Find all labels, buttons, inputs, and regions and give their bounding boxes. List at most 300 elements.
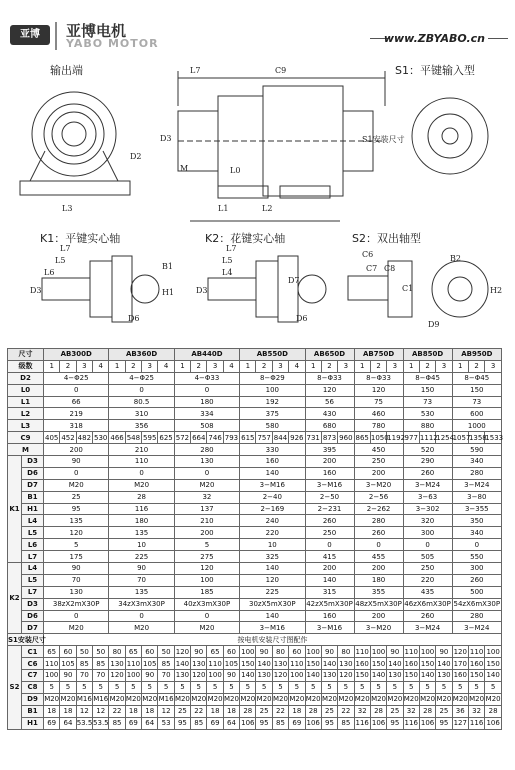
value-cell: 2−169 — [240, 503, 305, 515]
value-cell: 56 — [305, 396, 354, 408]
value-cell: 960 — [339, 433, 353, 442]
value-cell: 520 — [403, 444, 452, 456]
value-cell: 64 — [142, 717, 158, 729]
value-cell: 185 — [174, 586, 239, 598]
value-cell: M20 — [142, 695, 158, 704]
stage-cell: 2 — [256, 360, 272, 372]
value-cell: 18 — [289, 705, 305, 717]
value-cell: M20 — [174, 695, 190, 704]
value-cell: 38zX2mX30P — [44, 598, 109, 610]
k2-dim-d7: D7 — [288, 276, 300, 285]
value-cell: 22 — [338, 705, 354, 717]
common-row-l1 — [8, 396, 502, 408]
value-cell: 110 — [44, 659, 59, 668]
value-cell: 260 — [354, 527, 403, 539]
value-cell: 130 — [339, 659, 353, 668]
k1-row-b1 — [8, 491, 502, 503]
value-cell: 95 — [436, 717, 452, 729]
value-cell: 356 — [109, 420, 174, 432]
value-cell: 130 — [110, 659, 124, 668]
value-cell: 106 — [371, 719, 386, 728]
value-cell: 110 — [355, 647, 369, 656]
value-cell: 18 — [125, 705, 141, 717]
value-cell: 100 — [240, 384, 305, 396]
value-cell: 1000 — [452, 420, 501, 432]
value-cell: 5 — [158, 681, 174, 693]
value-cell: 18 — [142, 705, 158, 717]
value-cell: 60 — [223, 646, 239, 658]
value-cell: 95 — [256, 717, 272, 729]
value-cell: 100 — [420, 647, 435, 656]
value-cell: 746 — [208, 433, 222, 442]
value-cell: 334 — [174, 408, 239, 420]
value-cell: 85 — [76, 658, 92, 670]
stage-cell: 2 — [60, 360, 76, 372]
k2-dim-d6: D6 — [296, 314, 308, 323]
model-ab300d: AB300D — [44, 349, 109, 361]
value-cell: 3−355 — [452, 503, 501, 515]
value-cell: 844 — [273, 433, 288, 442]
common-row-l0 — [8, 384, 502, 396]
value-cell: 275 — [174, 551, 239, 563]
value-cell: 160 — [240, 456, 305, 468]
value-cell: 105 — [224, 659, 239, 668]
value-cell: 10 — [240, 539, 305, 551]
value-cell: M20 — [420, 695, 436, 704]
k1-title: K1：平键实心轴 — [40, 232, 121, 245]
value-cell: 250 — [403, 563, 452, 575]
value-cell: 355 — [354, 586, 403, 598]
value-cell: 926 — [290, 433, 304, 442]
model-ab750d: AB750D — [354, 349, 403, 361]
value-cell: 25 — [44, 491, 109, 503]
value-cell: 5 — [452, 681, 468, 693]
value-cell: 220 — [240, 527, 305, 539]
value-cell: 280 — [354, 515, 403, 527]
value-cell: 80 — [109, 646, 125, 658]
s1-size-note: S1安装尺寸 — [362, 135, 405, 144]
k2-row-d3 — [8, 598, 502, 610]
common-row-l3 — [8, 420, 502, 432]
value-cell: 140 — [305, 574, 354, 586]
k2-group-label: K2 — [8, 563, 22, 634]
value-cell: 280 — [174, 444, 239, 456]
k2-row-d6 — [8, 610, 502, 622]
value-cell: 3−M24 — [452, 479, 501, 491]
value-cell: 0 — [452, 539, 501, 551]
value-cell: 175 — [44, 551, 109, 563]
row-label: L6 — [22, 539, 44, 551]
value-cell: 5 — [44, 539, 109, 551]
value-cell: 150 — [420, 659, 435, 668]
s2-dim-c8: C8 — [384, 264, 396, 273]
value-cell: 200 — [354, 563, 403, 575]
value-cell: 90 — [60, 670, 76, 682]
value-cell: 482 — [77, 433, 92, 442]
value-cell: 135 — [44, 515, 109, 527]
header-divider — [55, 22, 57, 50]
value-cell: 192 — [240, 396, 305, 408]
value-cell: 48zX5mX30P — [355, 600, 402, 609]
value-cell: 90 — [44, 456, 109, 468]
value-cell: 664 — [192, 433, 206, 442]
value-cell: 550 — [452, 551, 501, 563]
value-cell: 32 — [403, 705, 419, 717]
value-cell: 5 — [485, 681, 502, 693]
value-cell: 120 — [339, 671, 353, 680]
value-cell: 5 — [93, 681, 109, 693]
value-cell: 28 — [240, 705, 256, 717]
common-row-m — [8, 444, 502, 456]
value-cell: 590 — [452, 444, 501, 456]
website-link[interactable]: www.ZBYABO.cn — [383, 32, 485, 45]
value-cell: 90 — [191, 646, 207, 658]
value-cell: 460 — [354, 408, 403, 420]
value-cell: 250 — [305, 527, 354, 539]
value-cell: 160 — [305, 610, 354, 622]
value-cell: 200 — [354, 610, 403, 622]
stage-cell: 1 — [354, 360, 370, 372]
value-cell: 600 — [452, 408, 501, 420]
value-cell: 180 — [354, 574, 403, 586]
k1-group-label: K1 — [8, 456, 22, 563]
value-cell: 60 — [289, 646, 305, 658]
value-cell: 5 — [240, 681, 256, 693]
value-cell: 873 — [322, 433, 337, 442]
value-cell: M20 — [109, 622, 174, 634]
value-cell: M20 — [322, 695, 337, 704]
value-cell: 95 — [387, 717, 403, 729]
value-cell: M20 — [485, 695, 501, 704]
value-cell: 90 — [44, 563, 109, 575]
row-label: H1 — [22, 717, 44, 729]
value-cell: 325 — [240, 551, 305, 563]
value-cell: 2−56 — [354, 491, 403, 503]
value-cell: 54zX6mX30P — [453, 600, 501, 609]
value-cell: 315 — [305, 586, 354, 598]
value-cell: 100 — [241, 647, 255, 656]
value-cell: 780 — [354, 420, 403, 432]
value-cell: 466 — [110, 433, 124, 442]
k2-dim-l4: L4 — [222, 268, 233, 277]
value-cell: 0 — [44, 610, 109, 622]
value-cell: 548 — [126, 433, 141, 442]
value-cell: 280 — [452, 610, 501, 622]
value-cell: 90 — [109, 563, 174, 575]
value-cell: 150 — [355, 671, 369, 680]
value-cell: 8−Φ45 — [403, 372, 452, 384]
k2-dim-d3: D3 — [196, 286, 208, 295]
value-cell: 3−80 — [452, 491, 501, 503]
value-cell: 200 — [305, 563, 354, 575]
value-cell: 18 — [44, 705, 60, 717]
k2-row-l4 — [8, 563, 502, 575]
stage-cell: 3 — [485, 360, 502, 372]
value-cell: 130 — [257, 671, 271, 680]
stage-cell: 1 — [109, 360, 125, 372]
value-cell: 95 — [174, 717, 190, 729]
value-cell: 28 — [305, 705, 321, 717]
value-cell: 180 — [109, 515, 174, 527]
value-cell: 5 — [256, 681, 272, 693]
stage-cell: 1 — [174, 360, 190, 372]
stage-cell: 1 — [452, 360, 468, 372]
value-cell: M20 — [60, 695, 76, 704]
value-cell: 30zX5mX30P — [240, 598, 305, 610]
value-cell: 90 — [387, 646, 403, 658]
value-cell: 8−Φ33 — [354, 372, 403, 384]
value-cell: 18 — [207, 705, 223, 717]
technical-drawings — [0, 56, 515, 348]
value-cell: 120 — [44, 527, 109, 539]
value-cell: 105 — [61, 659, 75, 668]
value-cell: M20 — [387, 695, 403, 704]
value-cell: 85 — [338, 717, 354, 729]
value-cell: 1533 — [485, 433, 504, 442]
value-cell: 135 — [109, 586, 174, 598]
value-cell: 90 — [256, 646, 272, 658]
value-cell: 25 — [321, 705, 337, 717]
s2-row-c8 — [8, 681, 502, 693]
value-cell: 2−50 — [305, 491, 354, 503]
k1-shaft-view — [42, 256, 159, 322]
value-cell: 25 — [174, 705, 190, 717]
c9-row — [8, 432, 502, 444]
value-cell: 3−M24 — [452, 622, 501, 634]
s2-row-h1 — [8, 717, 502, 729]
value-cell: 130 — [388, 671, 402, 680]
value-cell: 430 — [305, 408, 354, 420]
value-cell: 3−M16 — [305, 479, 354, 491]
value-cell: 2−40 — [240, 491, 305, 503]
value-cell: 280 — [452, 467, 501, 479]
value-cell: 140 — [257, 659, 271, 668]
value-cell: M20 — [240, 695, 256, 704]
value-cell: 34zX3mX30P — [109, 598, 174, 610]
value-cell: M20 — [223, 695, 239, 704]
value-cell: 160 — [453, 671, 467, 680]
value-cell: 8−Φ33 — [305, 372, 354, 384]
value-cell: 100 — [371, 647, 386, 656]
value-cell: 8−Φ29 — [240, 372, 305, 384]
k1-dim-l7: L7 — [60, 244, 71, 253]
value-cell: M20 — [273, 695, 288, 704]
value-cell: 25 — [436, 705, 452, 717]
k1-dim-b1: B1 — [162, 262, 173, 271]
stage-cell: 4 — [223, 360, 239, 372]
value-cell: 1358 — [468, 433, 487, 442]
dim-l3: L3 — [62, 204, 73, 213]
value-cell: 18 — [60, 705, 76, 717]
value-cell: 260 — [452, 574, 501, 586]
value-cell: 210 — [109, 444, 174, 456]
value-cell: 0 — [354, 539, 403, 551]
value-cell: M20 — [436, 695, 452, 704]
s2-row-c6 — [8, 658, 502, 670]
value-cell: 5 — [109, 681, 125, 693]
value-cell: 220 — [403, 574, 452, 586]
value-cell: 75 — [354, 396, 403, 408]
stage-cell: 3 — [338, 360, 354, 372]
stage-cell: 3 — [76, 360, 92, 372]
value-cell: 130 — [322, 671, 337, 680]
row-label: L7 — [22, 586, 44, 598]
value-cell: 0 — [109, 467, 174, 479]
value-cell: 300 — [452, 563, 501, 575]
value-cell: 318 — [44, 420, 109, 432]
value-cell: 130 — [44, 586, 109, 598]
value-cell: 50 — [158, 646, 174, 658]
k2-shaft-view — [208, 256, 326, 322]
value-cell: 5 — [289, 681, 305, 693]
value-cell: 415 — [305, 551, 354, 563]
value-cell: 530 — [94, 433, 108, 442]
value-cell: 150 — [404, 671, 418, 680]
row-label: D3 — [22, 598, 44, 610]
stage-cell: 2 — [468, 360, 484, 372]
value-cell: 120 — [192, 671, 206, 680]
value-cell: 80 — [338, 646, 354, 658]
s2-title: S2：双出轴型 — [352, 232, 421, 245]
row-label: L4 — [22, 563, 44, 575]
stage-row — [8, 360, 502, 372]
row-label: L5 — [22, 527, 44, 539]
value-cell: 140 — [240, 563, 305, 575]
value-cell: 85 — [272, 717, 288, 729]
value-cell: 5 — [60, 681, 76, 693]
value-cell: 12 — [158, 705, 174, 717]
value-cell: 140 — [175, 659, 190, 668]
value-cell: 140 — [240, 467, 305, 479]
value-cell: 150 — [486, 659, 500, 668]
value-cell: 4−Φ25 — [44, 372, 109, 384]
k2-row-l7 — [8, 586, 502, 598]
value-cell: 160 — [469, 659, 484, 668]
value-cell: M20 — [191, 695, 207, 704]
value-cell: 60 — [142, 646, 158, 658]
value-cell: 508 — [174, 420, 239, 432]
value-cell: 85 — [93, 658, 109, 670]
value-cell: 150 — [306, 659, 320, 668]
value-cell: 120 — [354, 384, 403, 396]
row-label: C9 — [8, 432, 44, 444]
value-cell: 455 — [354, 551, 403, 563]
s2-group-label: S2 — [8, 646, 22, 729]
value-cell: 3−M24 — [403, 479, 452, 491]
row-label: L3 — [8, 420, 44, 432]
value-cell: 69 — [125, 717, 141, 729]
model-ab550d: AB550D — [240, 349, 305, 361]
value-cell: 64 — [223, 717, 239, 729]
dim-m: M — [180, 164, 189, 173]
website-rule-right — [488, 38, 508, 39]
row-label: L2 — [8, 408, 44, 420]
value-cell: 106 — [241, 719, 255, 728]
value-cell: 0 — [109, 610, 174, 622]
value-cell: 64 — [60, 717, 76, 729]
dim-l2: L2 — [262, 204, 273, 213]
k1-row-d7 — [8, 479, 502, 491]
value-cell: 28 — [109, 491, 174, 503]
value-cell: 116 — [404, 719, 418, 728]
value-cell: 90 — [142, 670, 158, 682]
value-cell: 130 — [175, 671, 190, 680]
k1-dim-d6: D6 — [128, 314, 140, 323]
value-cell: M20 — [44, 695, 60, 704]
value-cell: 66 — [44, 396, 109, 408]
k2-row-l5 — [8, 574, 502, 586]
row-label: B1 — [22, 491, 44, 503]
value-cell: 12 — [76, 705, 92, 717]
value-cell: M16 — [76, 695, 92, 704]
model-ab650d: AB650D — [305, 349, 354, 361]
brand-name-cn: 亚博电机 — [66, 22, 127, 40]
value-cell: 1112 — [419, 433, 438, 442]
front-view — [20, 92, 130, 195]
value-cell: 28 — [485, 705, 502, 717]
stage-cell: 3 — [387, 360, 403, 372]
value-cell: 3−M24 — [403, 622, 452, 634]
value-cell: 5 — [305, 681, 321, 693]
value-cell: 405 — [44, 433, 59, 442]
value-cell: 219 — [44, 408, 109, 420]
row-label: D7 — [22, 479, 44, 491]
value-cell: 5 — [223, 681, 239, 693]
value-cell: 69 — [44, 717, 60, 729]
value-cell: 0 — [174, 467, 239, 479]
value-cell: 22 — [272, 705, 288, 717]
size-label: 尺寸 — [8, 349, 44, 361]
value-cell: 5 — [272, 681, 288, 693]
value-cell: 8−Φ45 — [452, 372, 501, 384]
value-cell: 290 — [403, 456, 452, 468]
value-cell: 340 — [452, 456, 501, 468]
value-cell: 5 — [370, 681, 386, 693]
value-cell: 5 — [436, 681, 452, 693]
value-cell: M16 — [93, 695, 109, 704]
value-cell: 69 — [207, 717, 223, 729]
value-cell: 120 — [240, 574, 305, 586]
value-cell: 73 — [403, 396, 452, 408]
value-cell: 395 — [305, 444, 354, 456]
value-cell: 977 — [404, 433, 418, 442]
brand-name-en: YABO MOTOR — [66, 37, 159, 50]
value-cell: 120 — [273, 671, 288, 680]
s1-title: S1：平键输入型 — [395, 64, 475, 77]
value-cell: 135 — [109, 527, 174, 539]
row-label: B1 — [22, 705, 44, 717]
value-cell: 100 — [126, 671, 141, 680]
k1-row-l4 — [8, 515, 502, 527]
s2-row-b1 — [8, 705, 502, 717]
value-cell: 300 — [403, 527, 452, 539]
value-cell: 1057 — [452, 433, 471, 442]
s1-label: S1安装尺寸 — [8, 635, 46, 644]
value-cell: 4−Φ25 — [109, 372, 174, 384]
page-header — [0, 0, 515, 56]
value-cell: 2−231 — [305, 503, 354, 515]
row-label: C1 — [22, 646, 44, 658]
value-cell: 80.5 — [109, 396, 174, 408]
value-cell: M16 — [158, 695, 174, 704]
value-cell: 28 — [419, 705, 435, 717]
value-cell: 160 — [355, 659, 369, 668]
stage-cell: 2 — [370, 360, 386, 372]
value-cell: 0 — [109, 384, 174, 396]
value-cell: 3−M20 — [354, 479, 403, 491]
value-cell: 46zX6mX30P — [404, 600, 451, 609]
stage-cell: 1 — [240, 360, 256, 372]
